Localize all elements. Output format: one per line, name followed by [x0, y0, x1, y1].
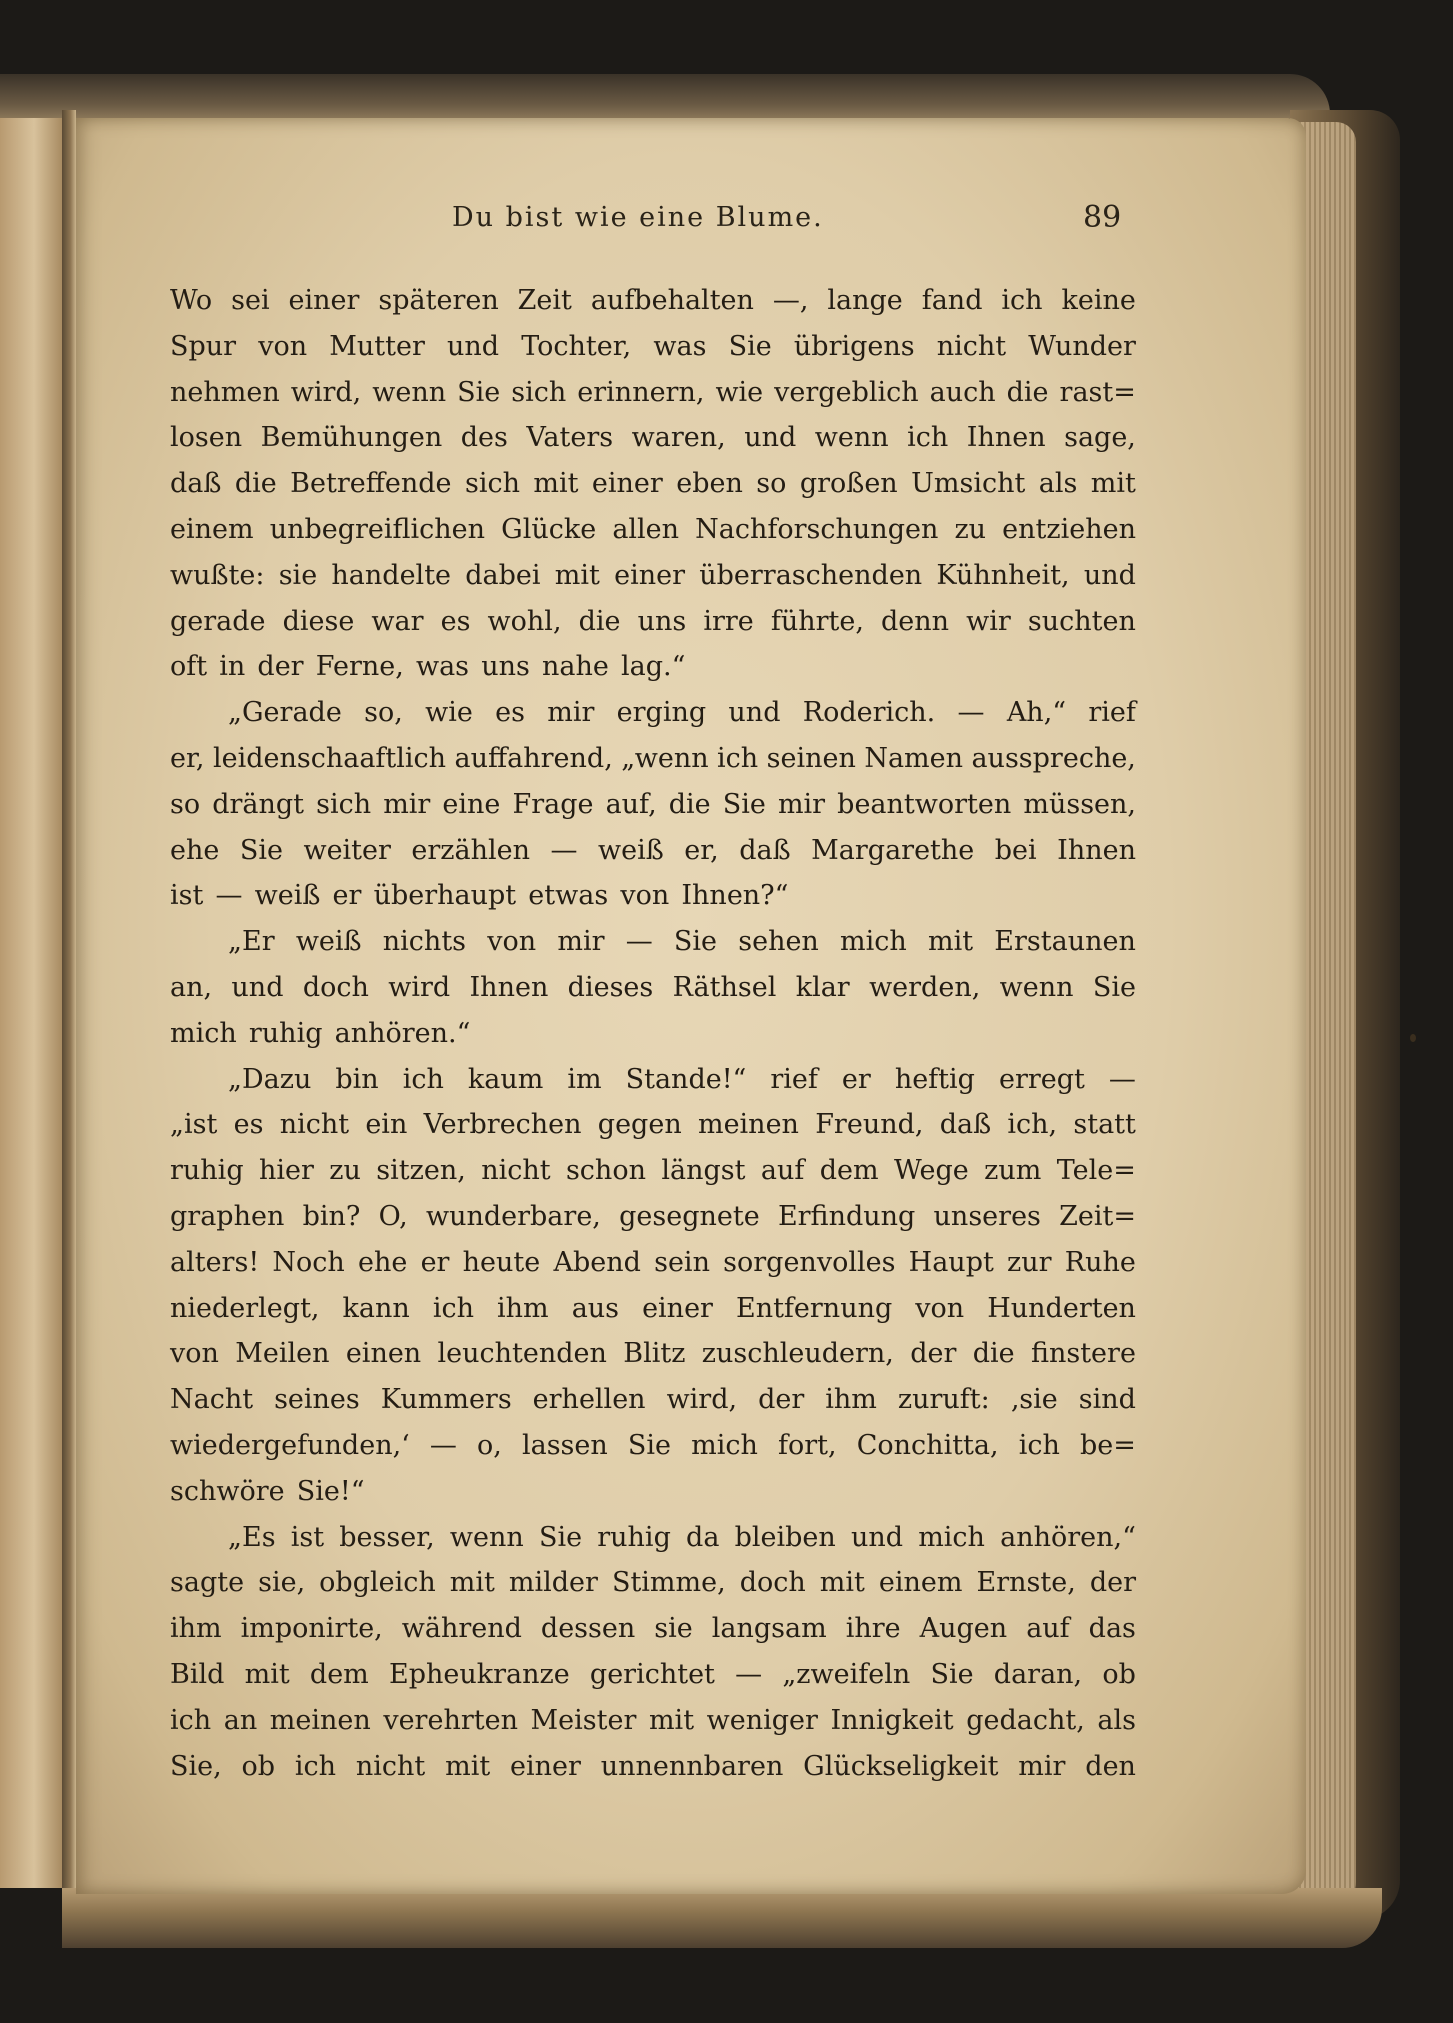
text-line: ruhig hier zu sitzen, nicht schon längst auf dem Wege zum Tele= [170, 1155, 1136, 1187]
text-line: an, und doch wird Ihnen dieses Räthsel klar werden, wenn Sie [170, 971, 1136, 1003]
running-head [0, 202, 1453, 242]
text-line: graphen bin? O, wunderbare, gesegnete Erfindung unseres Zeit= [170, 1200, 1136, 1232]
text-line: daß die Betreffende sich mit einer eben so großen Umsicht als mit [170, 468, 1136, 500]
left-page-edge [0, 118, 64, 1888]
text-line: losen Bemühungen des Vaters waren, und wenn ich Ihnen sage, [170, 422, 1136, 454]
running-title: Du bist wie eine Blume. [452, 202, 824, 233]
text-line: nehmen wird, wenn Sie sich erinnern, wie vergeblich auch die rast= [170, 376, 1136, 408]
text-line: „Gerade so, wie es mir erging und Roderich. — Ah,“ rief [228, 697, 1136, 729]
text-line: einem unbegreiflichen Glücke allen Nachforschungen zu entziehen [170, 513, 1136, 545]
text-line: Bild mit dem Epheukranze gerichtet — „zweifeln Sie daran, ob [170, 1658, 1136, 1690]
text-line: niederlegt, kann ich ihm aus einer Entfernung von Hunderten [170, 1292, 1136, 1324]
text-line: alters! Noch ehe er heute Abend sein sorgenvolles Haupt zur Ruhe [170, 1246, 1136, 1278]
text-line: gerade diese war es wohl, die uns irre führte, denn wir suchten [170, 605, 1136, 637]
text-line: wußte: sie handelte dabei mit einer überraschenden Kühnheit, und [170, 559, 1136, 591]
page-number: 89 [1083, 200, 1122, 235]
text-line: „Es ist besser, wenn Sie ruhig da bleiben und mich anhören,“ [228, 1521, 1136, 1553]
text-line: Wo sei einer späteren Zeit aufbehalten —, lange fand ich keine [170, 285, 1136, 316]
text-line: Spur von Mutter und Tochter, was Sie übrigens nicht Wunder [170, 330, 1136, 362]
text-line: Sie, ob ich nicht mit einer unnennbaren Glückseligkeit mir den [170, 1750, 1136, 1782]
text-line: „Er weiß nichts von mir — Sie sehen mich mit Erstaunen [228, 926, 1136, 958]
body-text [170, 278, 1136, 1789]
text-line: Nacht seines Kummers erhellen wird, der ihm zuruft: ‚sie sind [170, 1384, 1136, 1416]
book-cover-top [0, 74, 1330, 118]
text-line: mich ruhig anhören.“ [170, 1017, 471, 1049]
text-line: so drängt sich mir eine Frage auf, die Sie mir beantworten müssen, [170, 788, 1136, 820]
text-line: er, leidenschaaftlich auffahrend, „wenn ich seinen Namen ausspreche, [170, 742, 1136, 774]
text-line: „ist es nicht ein Verbrechen gegen meinen Freund, daß ich, statt [170, 1109, 1136, 1141]
text-line: „Dazu bin ich kaum im Stande!“ rief er heftig erregt — [228, 1063, 1136, 1095]
text-line: wiedergefunden,‘ — o, lassen Sie mich fort, Conchitta, ich be= [170, 1429, 1136, 1461]
text-line: ehe Sie weiter erzählen — weiß er, daß Margarethe bei Ihnen [170, 834, 1136, 866]
text-line: sagte sie, obgleich mit milder Stimme, doch mit einem Ernste, der [170, 1567, 1136, 1599]
text-line: ist — weiß er überhaupt etwas von Ihnen?“ [170, 880, 789, 912]
text-line: oft in der Ferne, was uns nahe lag.“ [170, 651, 686, 683]
book-cover-bottom [62, 1888, 1382, 1948]
text-line: von Meilen einen leuchtenden Blitz zuschleudern, der die finstere [170, 1338, 1136, 1370]
book-gutter [62, 110, 76, 1900]
text-line: ich an meinen verehrten Meister mit weniger Innigkeit gedacht, als [170, 1704, 1136, 1736]
text-line: ihm imponirte, während dessen sie langsam ihre Augen auf das [170, 1613, 1136, 1645]
text-line: schwöre Sie!“ [170, 1475, 365, 1507]
paper-speck [1410, 1034, 1416, 1042]
